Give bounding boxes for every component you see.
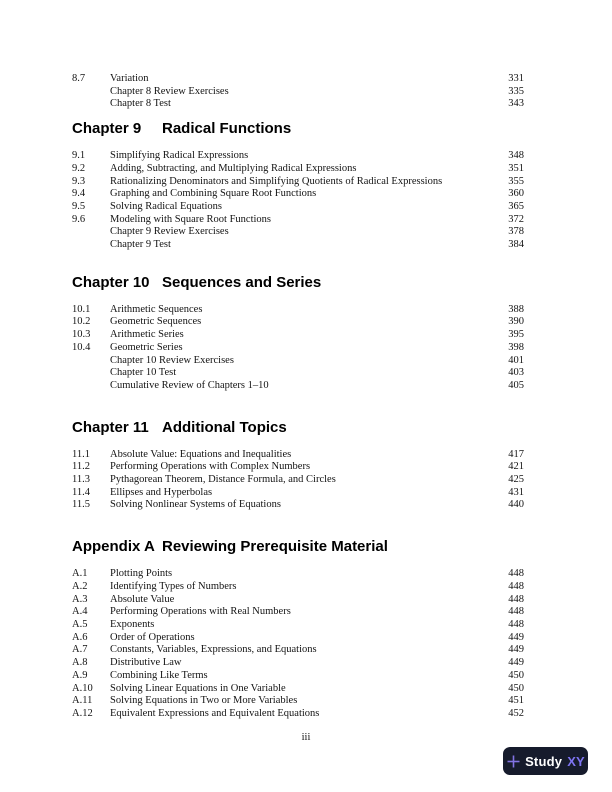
section-number xyxy=(72,355,110,368)
section-number: 10.1 xyxy=(72,303,91,315)
section-number: 11.2 xyxy=(72,461,90,473)
toc-entry xyxy=(72,355,524,368)
entry-title: Geometric Sequences xyxy=(110,316,202,328)
entry-page-number: 343 xyxy=(508,98,524,110)
entry-title: Solving Radical Equations xyxy=(110,200,222,212)
chapter-heading-label: Appendix A xyxy=(72,538,155,556)
chapter-heading xyxy=(72,420,524,436)
entry-title: Identifying Types of Numbers xyxy=(110,580,237,592)
entry-title: Order of Operations xyxy=(110,631,195,643)
entry-title: Solving Linear Equations in One Variable xyxy=(110,682,286,694)
toc-section xyxy=(72,73,524,111)
chapter-heading xyxy=(72,275,524,291)
entry-title: Chapter 10 Test xyxy=(110,367,177,379)
entry-title: Simplifying Radical Expressions xyxy=(110,150,249,162)
toc-entry xyxy=(72,380,524,393)
toc-entry xyxy=(72,367,524,380)
toc-entry xyxy=(72,487,524,500)
toc-entry-list xyxy=(72,150,524,252)
chapter-heading-label: Chapter 10 xyxy=(72,273,150,291)
entry-title: Rationalizing Denominators and Simplifying Quotients of Radical Expressions xyxy=(110,175,443,187)
entry-title: Chapter 9 Review Exercises xyxy=(110,226,229,238)
section-number: 9.4 xyxy=(72,188,86,200)
toc-entry xyxy=(72,150,524,163)
toc-entry-list xyxy=(72,304,524,393)
entry-title: Cumulative Review of Chapters 1–10 xyxy=(110,379,269,391)
entry-title: Chapter 8 Review Exercises xyxy=(110,85,229,97)
section-number: 11.3 xyxy=(72,474,90,486)
toc-entry xyxy=(72,342,524,355)
section-number: 9.2 xyxy=(72,162,86,174)
entry-page-number: 355 xyxy=(508,175,524,187)
entry-title: Combining Like Terms xyxy=(110,669,208,681)
toc-entry xyxy=(72,606,524,619)
entry-page-number: 448 xyxy=(508,606,524,618)
toc-entry xyxy=(72,316,524,329)
entry-page-number: 395 xyxy=(508,329,524,341)
entry-title: Distributive Law xyxy=(110,657,182,669)
entry-title: Arithmetic Series xyxy=(110,329,184,341)
studyxy-logo[interactable] xyxy=(503,747,588,775)
section-number: A.3 xyxy=(72,593,88,605)
toc-entry xyxy=(72,657,524,670)
section-number: 9.6 xyxy=(72,213,86,225)
toc-entry xyxy=(72,695,524,708)
toc-entry xyxy=(72,188,524,201)
entry-title: Plotting Points xyxy=(110,568,173,580)
section-number: 9.1 xyxy=(72,150,86,162)
entry-page-number: 452 xyxy=(508,707,524,719)
section-number: 9.3 xyxy=(72,175,86,187)
entry-title: Constants, Variables, Expressions, and Equations xyxy=(110,644,317,656)
section-number: 9.5 xyxy=(72,200,86,212)
entry-page-number: 449 xyxy=(508,657,524,669)
entry-page-number: 448 xyxy=(508,580,524,592)
entry-title: Solving Nonlinear Systems of Equations xyxy=(110,499,281,511)
section-number: A.7 xyxy=(72,644,88,656)
chapter-heading xyxy=(72,539,524,555)
toc-entry xyxy=(72,632,524,645)
plus-icon xyxy=(506,754,521,769)
section-number: 11.1 xyxy=(72,448,90,460)
section-number xyxy=(72,86,110,99)
brand-xy-text: XY xyxy=(567,753,585,769)
entry-title: Arithmetic Sequences xyxy=(110,303,203,315)
entry-page-number: 449 xyxy=(508,631,524,643)
entry-title: Performing Operations with Complex Numbers xyxy=(110,461,311,473)
entry-page-number: 401 xyxy=(508,354,524,366)
entry-title: Pythagorean Theorem, Distance Formula, and Circles xyxy=(110,474,336,486)
chapter-heading xyxy=(72,121,524,137)
entry-page-number: 348 xyxy=(508,150,524,162)
brand-study-text: Study xyxy=(525,753,563,769)
entry-page-number: 398 xyxy=(508,341,524,353)
entry-title: Ellipses and Hyperbolas xyxy=(110,486,213,498)
entry-page-number: 448 xyxy=(508,618,524,630)
toc-entry xyxy=(72,98,524,111)
section-number: A.12 xyxy=(72,707,93,719)
toc-entry xyxy=(72,304,524,317)
entry-page-number: 421 xyxy=(508,461,524,473)
toc-entry xyxy=(72,474,524,487)
entry-title: Equivalent Expressions and Equivalent Equations xyxy=(110,707,320,719)
chapter-heading-title: Reviewing Prerequisite Material xyxy=(162,538,388,556)
entry-title: Absolute Value: Equations and Inequalities xyxy=(110,448,292,460)
entry-page-number: 431 xyxy=(508,486,524,498)
entry-title: Variation xyxy=(110,73,149,84)
chapter-heading-title: Sequences and Series xyxy=(162,273,322,291)
section-number: 8.7 xyxy=(72,73,86,84)
entry-title: Geometric Series xyxy=(110,341,183,353)
toc-entry xyxy=(72,163,524,176)
toc-section xyxy=(72,121,524,252)
entry-title: Adding, Subtracting, and Multiplying Radical Expressions xyxy=(110,162,357,174)
table-of-contents xyxy=(72,73,524,721)
toc-entry-list xyxy=(72,449,524,513)
chapter-heading-label: Chapter 11 xyxy=(72,418,149,436)
entry-page-number: 351 xyxy=(508,162,524,174)
section-number: A.1 xyxy=(72,568,88,580)
entry-page-number: 331 xyxy=(508,73,524,84)
entry-title: Absolute Value xyxy=(110,593,175,605)
entry-page-number: 448 xyxy=(508,593,524,605)
toc-entry xyxy=(72,449,524,462)
entry-page-number: 388 xyxy=(508,303,524,315)
section-number: 11.5 xyxy=(72,499,90,511)
chapter-heading-title: Radical Functions xyxy=(162,120,292,138)
entry-page-number: 449 xyxy=(508,644,524,656)
entry-page-number: 335 xyxy=(508,85,524,97)
section-number: A.4 xyxy=(72,606,88,618)
section-number xyxy=(72,367,110,380)
entry-page-number: 405 xyxy=(508,379,524,391)
toc-entry xyxy=(72,214,524,227)
toc-entry xyxy=(72,86,524,99)
entry-title: Solving Equations in Two or More Variables xyxy=(110,695,298,707)
chapter-heading-label: Chapter 9 xyxy=(72,120,142,138)
toc-entry xyxy=(72,499,524,512)
section-number: A.11 xyxy=(72,695,93,707)
entry-page-number: 372 xyxy=(508,213,524,225)
toc-entry xyxy=(72,594,524,607)
section-number: A.8 xyxy=(72,657,88,669)
section-number: A.6 xyxy=(72,631,88,643)
toc-entry xyxy=(72,568,524,581)
page-number: iii xyxy=(301,732,311,743)
toc-entry xyxy=(72,239,524,252)
entry-page-number: 451 xyxy=(508,695,524,707)
entry-page-number: 448 xyxy=(508,568,524,580)
entry-page-number: 390 xyxy=(508,316,524,328)
toc-entry xyxy=(72,670,524,683)
section-number xyxy=(72,239,110,252)
toc-entry xyxy=(72,644,524,657)
toc-entry xyxy=(72,176,524,189)
entry-title: Chapter 8 Test xyxy=(110,98,171,110)
toc-entry xyxy=(72,683,524,696)
toc-entry xyxy=(72,461,524,474)
toc-entry xyxy=(72,226,524,239)
toc-entry xyxy=(72,708,524,721)
entry-title: Chapter 9 Test xyxy=(110,239,171,251)
section-number: A.9 xyxy=(72,669,88,681)
toc-entry xyxy=(72,201,524,214)
toc-section xyxy=(72,539,524,720)
entry-title: Graphing and Combining Square Root Functions xyxy=(110,188,317,200)
section-number xyxy=(72,380,110,393)
entry-page-number: 450 xyxy=(508,669,524,681)
section-number xyxy=(72,98,110,111)
entry-page-number: 365 xyxy=(508,200,524,212)
section-number: A.5 xyxy=(72,618,88,630)
entry-page-number: 417 xyxy=(508,448,524,460)
section-number: A.2 xyxy=(72,580,88,592)
toc-section xyxy=(72,275,524,393)
toc-entry xyxy=(72,619,524,632)
toc-section xyxy=(72,420,524,513)
entry-page-number: 403 xyxy=(508,367,524,379)
entry-title: Modeling with Square Root Functions xyxy=(110,213,271,225)
section-number: 10.3 xyxy=(72,329,91,341)
toc-entry-list xyxy=(72,568,524,720)
entry-title: Chapter 10 Review Exercises xyxy=(110,354,234,366)
entry-page-number: 384 xyxy=(508,239,524,251)
section-number: A.10 xyxy=(72,682,93,694)
toc-entry xyxy=(72,329,524,342)
toc-entry-list xyxy=(72,73,524,111)
chapter-heading-title: Additional Topics xyxy=(162,418,287,436)
entry-page-number: 440 xyxy=(508,499,524,511)
section-number xyxy=(72,226,110,239)
section-number: 10.4 xyxy=(72,341,91,353)
entry-title: Performing Operations with Real Numbers xyxy=(110,606,291,618)
entry-page-number: 425 xyxy=(508,474,524,486)
entry-page-number: 450 xyxy=(508,682,524,694)
section-number: 11.4 xyxy=(72,486,90,498)
section-number: 10.2 xyxy=(72,316,91,328)
entry-page-number: 360 xyxy=(508,188,524,200)
toc-entry xyxy=(72,73,524,86)
entry-page-number: 378 xyxy=(508,226,524,238)
entry-title: Exponents xyxy=(110,618,155,630)
toc-entry xyxy=(72,581,524,594)
